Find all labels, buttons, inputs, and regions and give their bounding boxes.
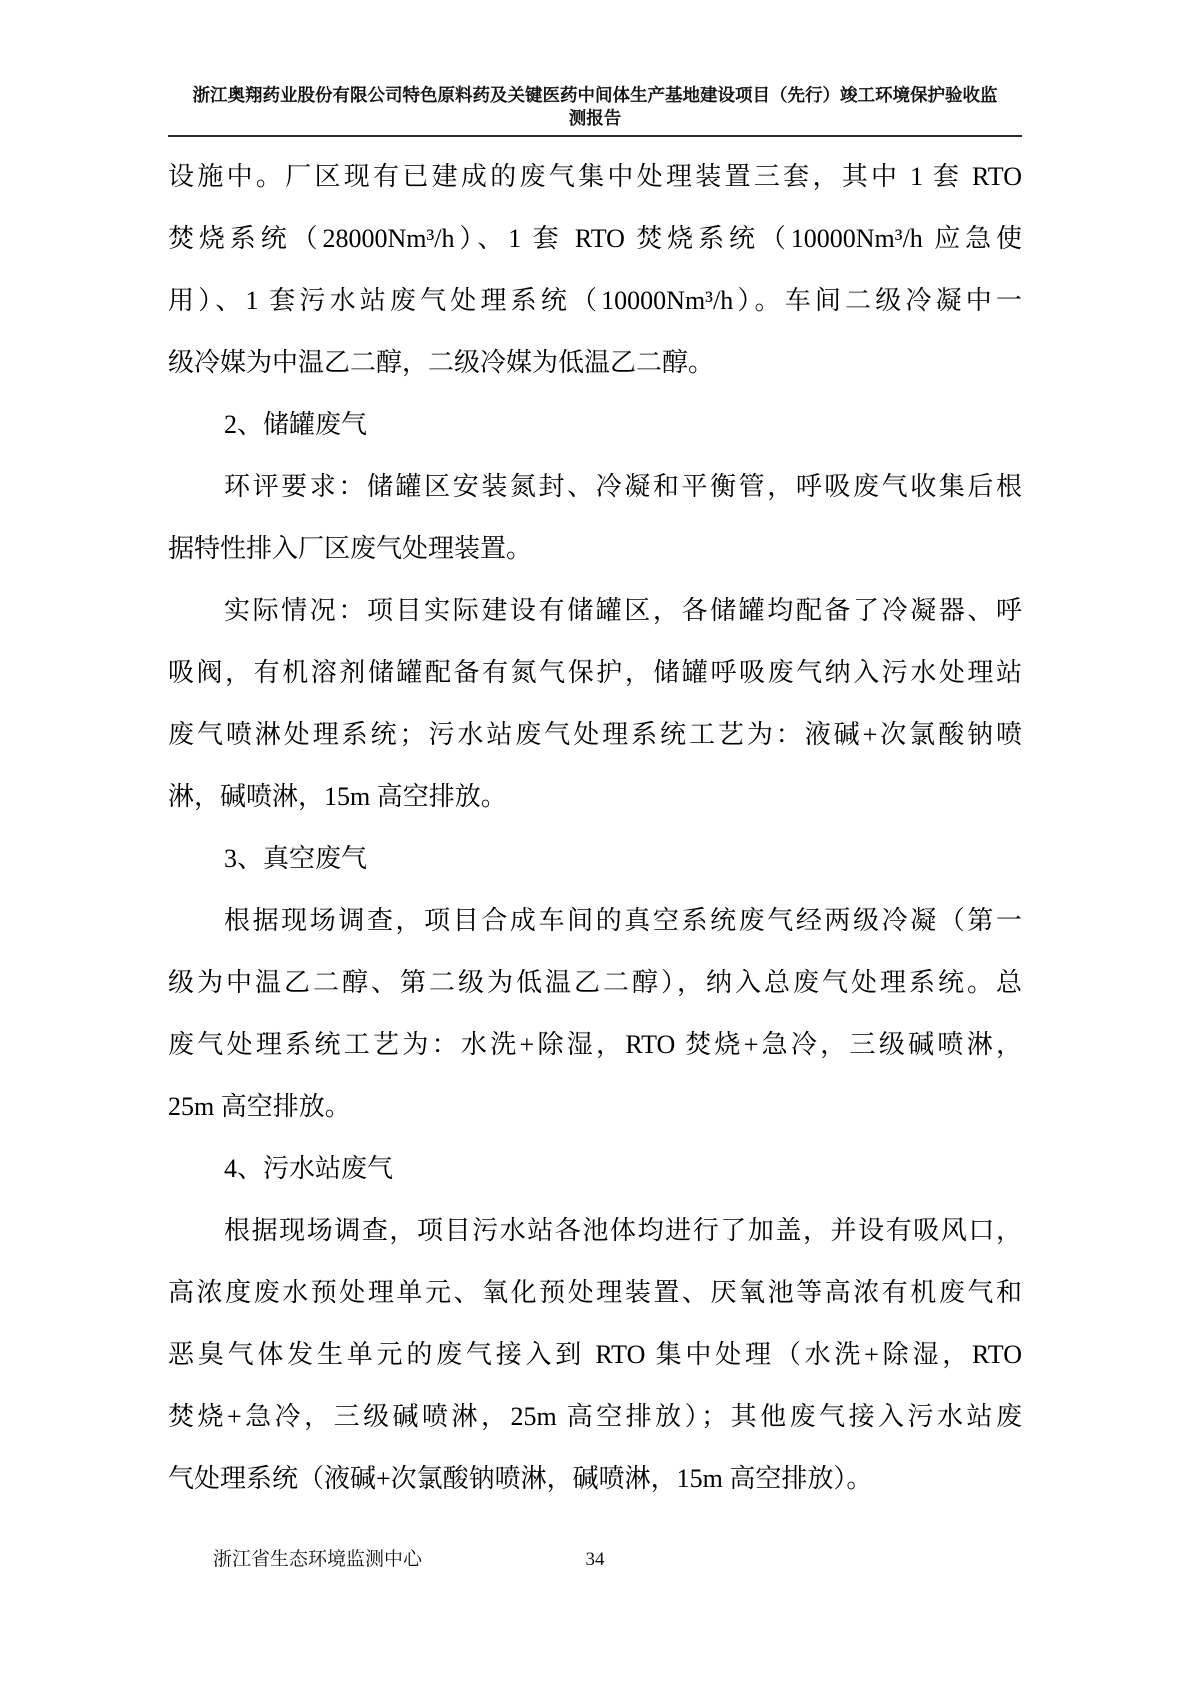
body-line: 根据现场调查，项目合成车间的真空系统废气经两级冷凝（第一 — [224, 906, 1022, 935]
body-line: 焚烧+急冷，三级碱喷淋，25m 高空排放）；其他废气接入污水站废 — [168, 1402, 1022, 1431]
body-line: 实际情况：项目实际建设有储罐区，各储罐均配备了冷凝器、呼 — [224, 596, 1022, 625]
document-body — [168, 146, 1022, 1510]
body-line: 废气喷淋处理系统；污水站废气处理系统工艺为：液碱+次氯酸钠喷 — [168, 720, 1022, 749]
body-line: 级为中温乙二醇、第二级为低温乙二醇），纳入总废气处理系统。总 — [168, 968, 1022, 997]
footer-page-number: 34 — [585, 1549, 605, 1570]
body-line: 气处理系统（液碱+次氯酸钠喷淋，碱喷淋，15m 高空排放）。 — [168, 1464, 873, 1493]
report-header-title — [0, 84, 1190, 130]
page-footer — [168, 1546, 1022, 1574]
body-line: 2、储罐废气 — [224, 410, 368, 439]
body-line: 据特性排入厂区废气处理装置。 — [168, 534, 533, 563]
body-line: 恶臭气体发生单元的废气接入到 RTO 集中处理（水洗+除湿，RTO — [168, 1340, 1022, 1369]
body-line: 焚烧系统（28000Nm³/h）、1 套 RTO 焚烧系统（10000Nm³/h 应急使 — [168, 224, 1022, 253]
body-line: 3、真空废气 — [224, 844, 368, 873]
body-line: 高浓度废水预处理单元、氧化预处理装置、厌氧池等高浓有机废气和 — [168, 1278, 1022, 1307]
report-header-line2: 测报告 — [568, 108, 622, 128]
body-line: 用）、1 套污水站废气处理系统（10000Nm³/h）。车间二级冷凝中一 — [168, 286, 1022, 315]
body-line: 废气处理系统工艺为：水洗+除湿，RTO 焚烧+急冷，三级碱喷淋， — [168, 1030, 1022, 1059]
body-line: 环评要求：储罐区安装氮封、冷凝和平衡管，呼吸废气收集后根 — [224, 472, 1022, 501]
body-line: 级冷媒为中温乙二醇，二级冷媒为低温乙二醇。 — [168, 348, 715, 377]
body-line: 25m 高空排放。 — [168, 1092, 351, 1121]
footer-organization: 浙江省生态环境监测中心 — [213, 1549, 423, 1570]
body-line: 根据现场调查，项目污水站各池体均进行了加盖，并设有吸风口， — [224, 1216, 1022, 1245]
body-line: 4、污水站废气 — [224, 1154, 394, 1183]
body-line: 吸阀，有机溶剂储罐配备有氮气保护，储罐呼吸废气纳入污水处理站 — [168, 658, 1022, 687]
report-header-line1: 浙江奥翔药业股份有限公司特色原料药及关键医药中间体生产基地建设项目（先行）竣工环境保护验收监 — [192, 85, 998, 105]
body-line: 淋，碱喷淋，15m 高空排放。 — [168, 782, 507, 811]
body-line: 设施中。厂区现有已建成的废气集中处理装置三套，其中 1 套 RTO — [168, 162, 1022, 191]
header-divider-line — [168, 135, 1022, 137]
